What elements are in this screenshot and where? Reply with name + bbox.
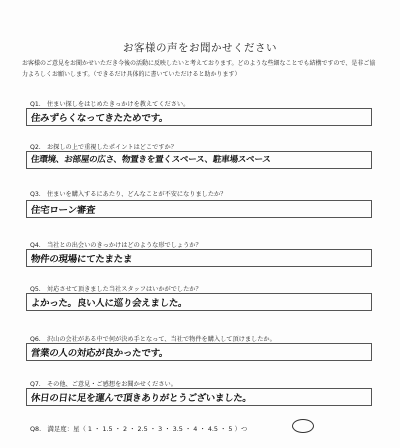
answer-box-1 <box>26 108 372 126</box>
survey-title: お客様の声をお聞かせください <box>123 42 277 54</box>
selected-rating-circle <box>292 419 314 433</box>
answer-2: 住環境、お部屋の広さ、物置きを置くスペース、駐車場スペース <box>30 155 271 165</box>
survey-intro: お客様のご意見をお聞かせいただき今後の活動に反映したいと考えております。どのような些細なことでも結構ですので、是非ご協力よろしくお願いします。（できるだけ具体的に書いていただけると助かります） <box>22 60 376 78</box>
answer-box-7 <box>26 388 372 406</box>
question-6-label: Q6. 沢山の会社がある中で何が決め手となって、当社で物件を購入して頂けましたか。 <box>30 336 276 343</box>
answer-box-4 <box>26 249 372 267</box>
question-5-label: Q5. 対応させて頂きました当社スタッフはいかがでしたか？ <box>30 286 202 293</box>
question-4-label: Q4. 当社との出会いのきっかけはどのような形でしょうか？ <box>30 242 202 249</box>
answer-7: 休日の日に足を運んで頂きありがとうございました。 <box>30 393 253 404</box>
answer-box-3 <box>26 200 372 218</box>
answer-3: 住宅ローン審査 <box>30 205 96 216</box>
question-7-label: Q7. その他、ご意見・ご感想をお聞かせください。 <box>30 381 177 388</box>
answer-box-2 <box>26 151 372 169</box>
answer-1: 住みずらくなってきたためです。 <box>30 113 169 124</box>
answer-5: よかった。良い人に巡り会えました。 <box>30 298 188 309</box>
answer-6: 営業の人の対応が良かったです。 <box>30 348 169 359</box>
answer-box-5 <box>26 293 372 311</box>
answer-box-6 <box>26 343 372 361</box>
question-1-label: Q1. 住まい探しをはじめたきっかけを教えてください。 <box>30 101 190 108</box>
satisfaction-rating: Q8. 満足度：星（ 1 ・ 1.5 ・ 2 ・ 2.5 ・ 3 ・ 3.5 ・ 4 ・ 4.5 ・ 5 ）つ <box>30 425 248 433</box>
question-2-label: Q2. お探しの上で重視したポイントはどこですか？ <box>30 144 177 151</box>
answer-4: 物件の現場にてたまたま <box>30 254 133 265</box>
question-3-label: Q3. 住まいを購入するにあたり、どんなことが不安になりましたか？ <box>30 191 227 198</box>
